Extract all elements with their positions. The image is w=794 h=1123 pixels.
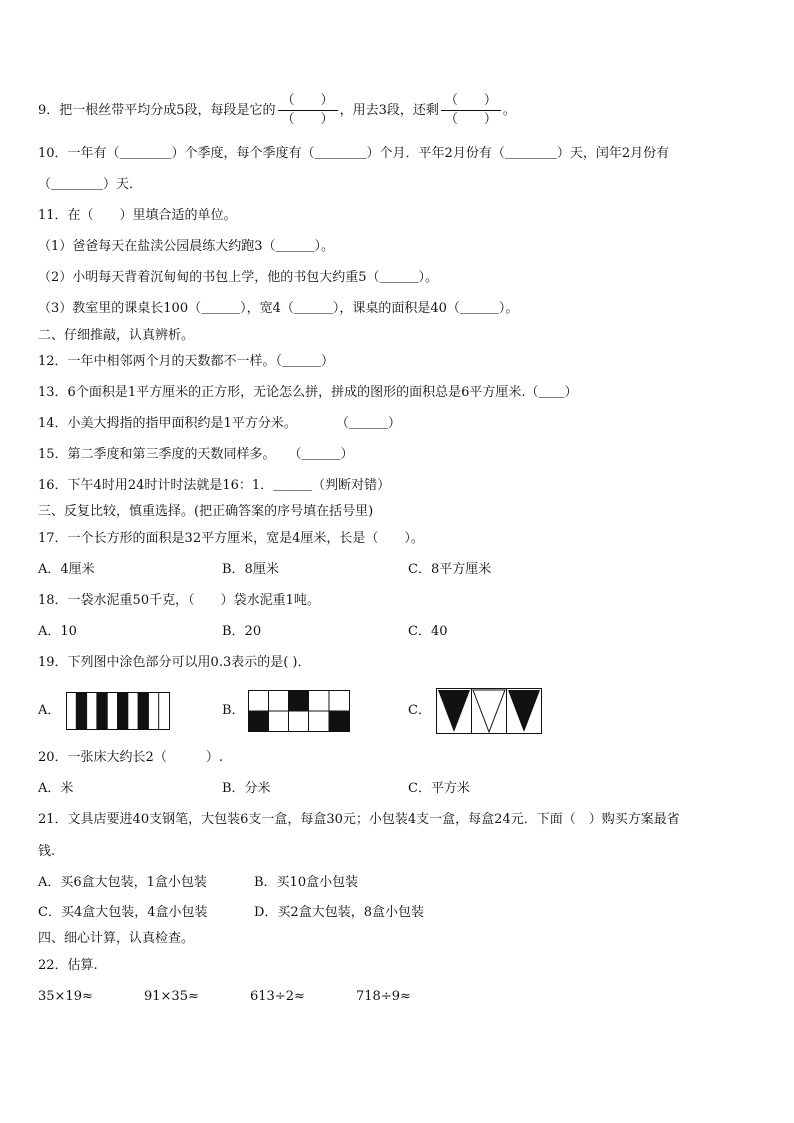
question-12: 12．一年中相邻两个月的天数都不一样。（＿＿＿） [38, 354, 335, 369]
q9-text-b: ，用去3段，还剩 [339, 103, 439, 118]
question-11-part-2: （2）小明每天背着沉甸甸的书包上学，他的书包大约重5（＿＿＿）。 [38, 270, 439, 285]
q19-figure-c-triangles [436, 688, 542, 734]
q9-text-c: 。 [502, 103, 516, 118]
q20-option-b[interactable]: B．分米 [222, 781, 271, 796]
question-21-line-2: 钱. [38, 844, 56, 859]
estimate-item-1: 35×19≈ [38, 989, 93, 1004]
fraction-blank-1[interactable]: $\frac{( )}{( )}$ [278, 92, 338, 129]
q17-option-c[interactable]: C．8平方厘米 [408, 562, 492, 577]
q19-figure-b-checker-grid [248, 690, 350, 732]
question-10-line-2: （＿＿＿＿）天． [38, 177, 143, 192]
q20-option-c[interactable]: C．平方米 [408, 781, 470, 796]
section-4-heading: 四、细心计算，认真检查。 [38, 931, 195, 946]
question-19: 19．下列图中涂色部分可以用0.3表示的是( )． [38, 655, 311, 670]
question-16: 16．下午4时用24时计时法就是16：1．＿＿＿（判断对错） [38, 478, 391, 493]
question-17: 17．一个长方形的面积是32平方厘米，宽是4厘米，长是（ ）。 [38, 531, 424, 546]
q18-option-c[interactable]: C．40 [408, 624, 448, 639]
section-3-heading: 三、反复比较，慎重选择。(把正确答案的序号填在括号里) [38, 504, 374, 519]
estimate-item-2: 91×35≈ [144, 989, 199, 1004]
q19-figure-a-striped-bar [66, 692, 170, 730]
q18-option-a[interactable]: A．10 [38, 624, 77, 639]
question-14: 14．小美大拇指的指甲面积约是1平方分米。 （＿＿＿） [38, 416, 401, 431]
q17-option-b[interactable]: B．8厘米 [222, 562, 279, 577]
fraction-blank-2[interactable]: $\frac{( )}{( )}$ [441, 92, 501, 129]
q18-option-b[interactable]: B．20 [222, 624, 262, 639]
q21-option-d[interactable]: D．买2盒大包装，8盒小包装 [254, 905, 424, 920]
q19-option-a[interactable]: A． [38, 703, 61, 718]
estimate-item-3: 613÷2≈ [250, 989, 305, 1004]
q21-option-b[interactable]: B．买10盒小包装 [254, 875, 359, 890]
section-2-heading: 二、仔细推敲，认真辨析。 [38, 328, 195, 343]
question-10-line-1: 10．一年有（＿＿＿＿）个季度，每个季度有（＿＿＿＿）个月．平年2月份有（＿＿＿＿）天，闰年2月份有 [38, 146, 670, 161]
estimate-item-4: 718÷9≈ [356, 989, 411, 1004]
question-11-part-1: （1）爸爸每天在盐渎公园晨练大约跑3（＿＿＿）。 [38, 239, 335, 254]
question-13: 13．6个面积是1平方厘米的正方形，无论怎么拼，拼成的图形的面积总是6平方厘米.（＿＿） [38, 385, 578, 400]
question-21-line-1: 21．文具店要进40支钢笔，大包装6支一盒，每盒30元；小包装4支一盒，每盒24元．下面（ ）购买方案最省 [38, 812, 680, 827]
question-20: 20．一张床大约长2（ ）. [38, 750, 223, 765]
q21-option-a[interactable]: A．买6盒大包装，1盒小包装 [38, 875, 207, 890]
q17-option-a[interactable]: A．4厘米 [38, 562, 95, 577]
q19-option-c[interactable]: C． [408, 703, 431, 718]
question-11: 11．在（ ）里填合适的单位。 [38, 208, 237, 223]
q19-option-b[interactable]: B． [222, 703, 245, 718]
q9-text-a: 9．把一根丝带平均分成5段，每段是它的 [38, 103, 276, 118]
q21-option-c[interactable]: C．买4盒大包装，4盒小包装 [38, 905, 208, 920]
q20-option-a[interactable]: A．米 [38, 781, 74, 796]
question-22: 22．估算. [38, 958, 98, 973]
question-15: 15．第二季度和第三季度的天数同样多。 （＿＿＿） [38, 447, 354, 462]
question-11-part-3: （3）教室里的课桌长100（＿＿＿），宽4（＿＿＿），课桌的面积是40（＿＿＿）。 [38, 301, 519, 316]
question-9 [38, 92, 516, 129]
question-18: 18．一袋水泥重50千克，（ ）袋水泥重1吨。 [38, 593, 320, 608]
